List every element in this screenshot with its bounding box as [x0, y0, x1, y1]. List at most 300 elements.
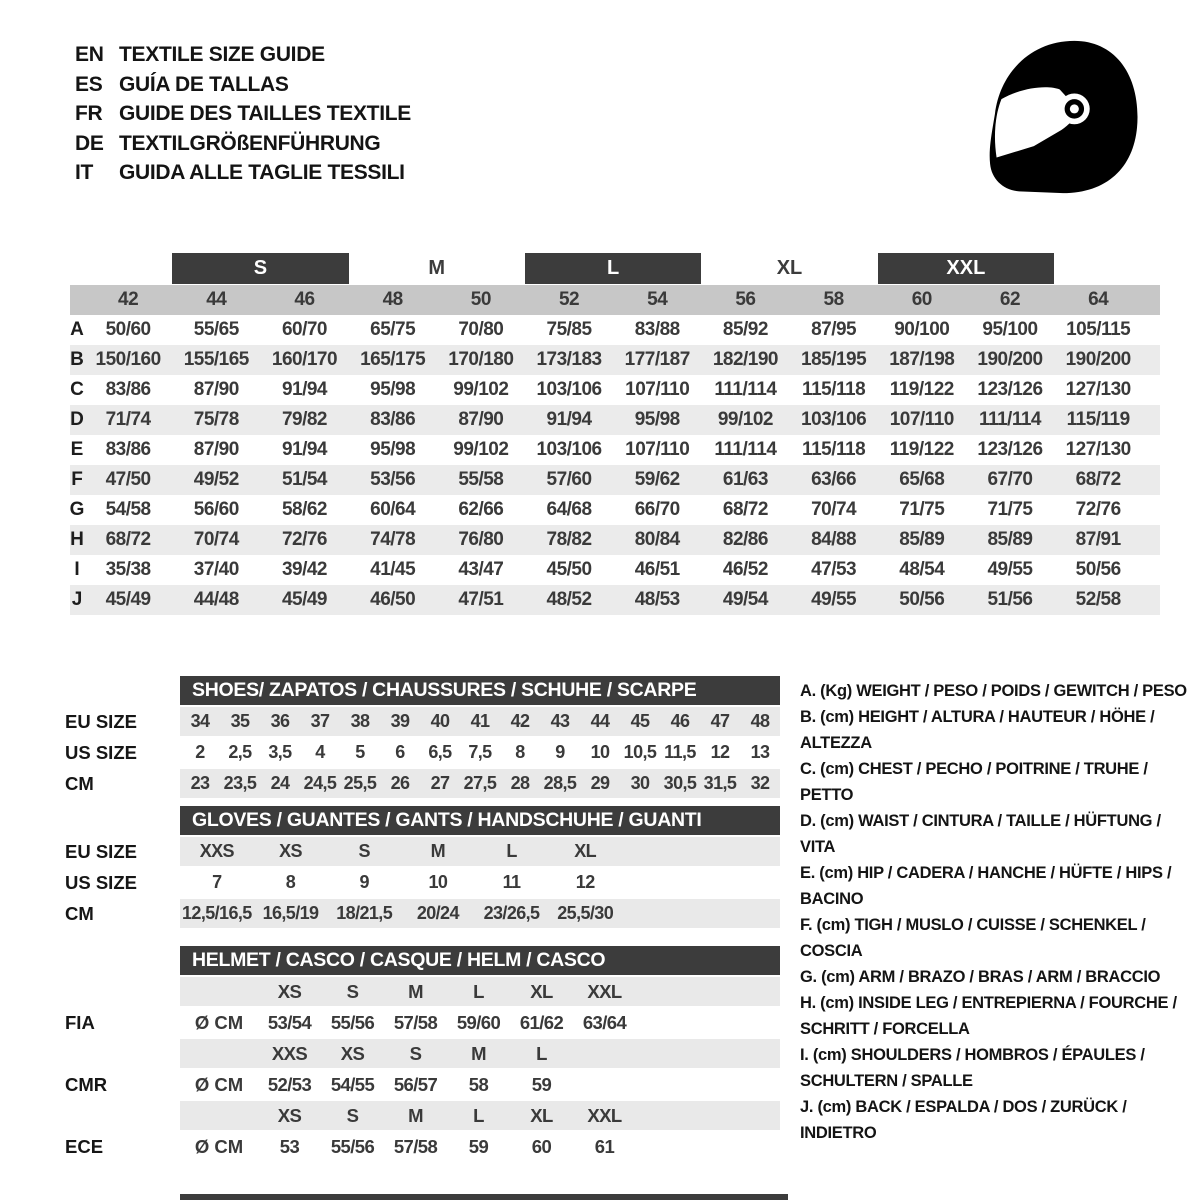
size-value: 66/70 [634, 499, 680, 520]
size-value: 111/114 [978, 409, 1041, 430]
size-value: 58/62 [281, 499, 327, 520]
size-cell: 24 [270, 773, 290, 793]
size-value: 75/85 [546, 319, 592, 340]
size-value: 87/95 [811, 319, 857, 340]
size-value: 60/64 [370, 499, 416, 520]
size-value: 103/106 [536, 379, 602, 400]
size-cell: 45 [630, 711, 650, 731]
size-cell: 18/21,5 [336, 903, 393, 923]
size-value: 71/75 [987, 499, 1033, 520]
size-value: 155/165 [183, 349, 249, 370]
size-value: 107/110 [889, 409, 954, 430]
gloves-band [180, 899, 780, 928]
language-row [75, 99, 411, 129]
language-label: TEXTILE SIZE GUIDE [119, 43, 325, 66]
size-value: 115/118 [802, 379, 866, 400]
size-value: 45/49 [105, 589, 151, 610]
row-label: EU SIZE [65, 710, 137, 732]
size-cell: S [358, 841, 370, 861]
size-cell: 26 [390, 773, 410, 793]
helmet-title-bar: HELMET / CASCO / CASQUE / HELM / CASCO [180, 946, 780, 975]
helmet-size-value: 55/56 [330, 1011, 375, 1033]
size-cell: 2 [195, 742, 205, 762]
size-value: 63/66 [811, 469, 857, 490]
size-value: 68/72 [105, 529, 151, 550]
helmet-size-value: 60 [531, 1135, 552, 1157]
size-value: 46/51 [634, 559, 680, 580]
measure-row [70, 495, 1160, 525]
helmet-size-label: XS [340, 1042, 365, 1064]
size-cell: 27,5 [463, 773, 497, 793]
size-value: 87/91 [1075, 529, 1121, 550]
helmet-size-header-row [65, 1101, 780, 1130]
size-value: 99/102 [453, 439, 509, 460]
size-value: 150/160 [95, 349, 161, 370]
row-label: US SIZE [65, 871, 137, 893]
helmet-size-value: 58 [468, 1073, 489, 1095]
helmet-size-label: S [346, 1104, 359, 1126]
size-value: 74/78 [370, 529, 416, 550]
size-value: 65/68 [899, 469, 945, 490]
size-value: 49/55 [987, 559, 1033, 580]
helmet-standard-row [65, 1008, 780, 1037]
size-cell: 46 [670, 711, 690, 731]
size-band-row [70, 253, 1160, 284]
size-number: 60 [911, 289, 932, 310]
size-cell: 8 [285, 872, 296, 892]
size-number: 54 [647, 289, 668, 310]
size-cell: 5 [355, 742, 365, 762]
helmet-size-value [573, 1070, 636, 1099]
size-cell: 35 [230, 711, 250, 731]
helmet-size-label: XL [530, 980, 553, 1002]
size-cell: 12,5/16,5 [182, 903, 252, 923]
helmet-size-label: XXL [587, 1104, 622, 1126]
size-value: 111/114 [714, 379, 777, 400]
bottom-cutoff-bar [180, 1194, 788, 1200]
size-cell: 29 [590, 773, 610, 793]
gloves-band [180, 868, 780, 897]
measure-row [70, 465, 1160, 495]
diameter-unit: Ø CM [194, 1073, 244, 1095]
size-value: 71/75 [899, 499, 945, 520]
size-value: 177/187 [624, 349, 690, 370]
size-value: 47/50 [105, 469, 151, 490]
language-row [75, 129, 411, 159]
size-cell: 8 [515, 742, 525, 762]
row-label: US SIZE [65, 741, 137, 763]
measure-row [70, 405, 1160, 435]
size-number: 48 [382, 289, 403, 310]
row-letter: A [70, 319, 84, 340]
size-band-xxl: XXL [878, 253, 1054, 284]
legend-item: F. (cm) TIGH / MUSLO / CUISSE / SCHENKEL / COSCIA [800, 916, 1146, 960]
size-cell: 10 [428, 872, 448, 892]
size-number: 58 [823, 289, 844, 310]
size-cell: 44 [590, 711, 610, 731]
helmet-size-value: 57/58 [393, 1011, 438, 1033]
helmet-values-band [180, 1070, 780, 1099]
language-code: DE [75, 131, 104, 155]
size-cell: 28 [510, 773, 530, 793]
size-value: 111/114 [714, 439, 777, 460]
helmet-size-value: 59 [468, 1135, 489, 1157]
language-row [75, 158, 411, 188]
helmet-size-value: 57/58 [393, 1135, 438, 1157]
size-value: 160/170 [271, 349, 338, 370]
size-band-xl: XL [776, 257, 803, 279]
size-value: 47/53 [811, 559, 857, 580]
size-value: 71/74 [105, 409, 151, 430]
helmet-icon [982, 36, 1144, 198]
helmet-standard-label: CMR [65, 1073, 108, 1095]
row-letter: B [70, 349, 84, 370]
size-value: 47/51 [458, 589, 504, 610]
size-cell: 13 [750, 742, 770, 762]
size-number: 44 [206, 289, 227, 310]
size-value: 76/80 [458, 529, 504, 550]
size-cell: 31,5 [703, 773, 737, 793]
size-row [65, 769, 780, 798]
legend-item: G. (cm) ARM / BRAZO / BRAS / ARM / BRACCIO [800, 968, 1161, 986]
size-number: 62 [999, 289, 1021, 310]
size-value: 45/49 [281, 589, 327, 610]
legend-item: D. (cm) WAIST / CINTURA / TAILLE / HÜFTUNG / VITA [800, 812, 1161, 856]
size-band-l: L [525, 253, 701, 284]
size-cell: 10,5 [623, 742, 657, 762]
size-value: 56/60 [193, 499, 239, 520]
size-value: 55/65 [193, 319, 239, 340]
size-cell: 4 [315, 742, 325, 762]
legend-item: J. (cm) BACK / ESPALDA / DOS / ZURÜCK / INDIETRO [800, 1098, 1127, 1142]
size-number: 42 [118, 289, 139, 310]
language-code: FR [75, 102, 103, 125]
size-cell: 23,5 [223, 773, 257, 793]
size-value: 78/82 [546, 529, 592, 550]
shoes-band [180, 769, 780, 798]
helmet-size-value: 53 [279, 1135, 300, 1157]
size-value: 84/88 [811, 529, 857, 550]
size-cell: 3,5 [268, 742, 292, 762]
size-cell: 43 [550, 711, 570, 731]
measurement-legend [800, 678, 1200, 1146]
size-cell: 12 [710, 742, 730, 762]
size-value: 70/74 [811, 499, 857, 520]
helmet-size-value: 55/56 [330, 1135, 375, 1157]
size-cell: 30 [630, 773, 650, 793]
language-label: TEXTILGRÖßENFÜHRUNG [119, 131, 381, 155]
size-row [65, 899, 780, 928]
size-value: 82/86 [722, 529, 768, 550]
size-value: 46/50 [370, 589, 416, 610]
size-cell: 25,5/30 [557, 903, 614, 923]
unit-spacer [180, 1101, 258, 1130]
row-letter: E [70, 439, 84, 460]
size-value: 99/102 [453, 379, 509, 400]
size-value: 127/130 [1065, 379, 1131, 400]
size-cell: 25,5 [343, 773, 377, 793]
size-cell: 47 [710, 711, 730, 731]
size-cell: 23 [190, 773, 210, 793]
language-code: ES [75, 72, 103, 96]
row-label: CM [65, 902, 94, 924]
size-cell: 24,5 [303, 773, 337, 793]
gloves-title-bar: GLOVES / GUANTES / GANTS / HANDSCHUHE / GUANTI [180, 806, 780, 835]
size-cell: 7,5 [468, 742, 492, 762]
size-number: 56 [735, 289, 756, 310]
size-value: 105/115 [1066, 319, 1131, 340]
size-value: 83/86 [105, 379, 151, 400]
size-value: 54/58 [105, 499, 151, 520]
diameter-unit: Ø CM [194, 1011, 244, 1033]
corner-cell [70, 285, 84, 315]
size-cell: 48 [750, 711, 770, 731]
size-cell: 30,5 [663, 773, 697, 793]
helmet-size-value: 52/53 [267, 1073, 312, 1095]
size-value: 50/56 [1075, 559, 1121, 580]
size-value: 87/90 [193, 379, 239, 400]
language-row [75, 70, 411, 100]
helmet-values-band [180, 1132, 780, 1161]
size-row [65, 837, 780, 866]
row-letter: I [74, 559, 80, 580]
size-value: 83/86 [370, 409, 416, 430]
size-value: 43/47 [458, 559, 504, 580]
size-value: 75/78 [193, 409, 239, 430]
language-code: EN [75, 43, 104, 66]
size-cell: 42 [510, 711, 530, 731]
row-letter: H [70, 529, 84, 550]
size-cell: XS [279, 841, 302, 861]
size-value: 48/54 [899, 559, 945, 580]
legend-item: C. (cm) CHEST / PECHO / POITRINE / TRUHE / PETTO [800, 760, 1148, 804]
size-value: 99/102 [717, 409, 773, 430]
size-value: 53/56 [370, 469, 416, 490]
size-value: 95/98 [634, 409, 680, 430]
size-cell: 10 [590, 742, 610, 762]
helmet-size-label: XS [277, 1104, 302, 1126]
size-value: 107/110 [625, 439, 690, 460]
size-value: 87/90 [458, 409, 504, 430]
language-code: IT [75, 161, 94, 184]
row-letter: D [70, 409, 84, 430]
size-cell: 12 [575, 872, 595, 892]
size-value: 61/63 [722, 469, 768, 490]
size-cell: 7 [212, 872, 222, 892]
size-row [65, 707, 780, 736]
unit-spacer [180, 1039, 258, 1068]
size-value: 44/48 [193, 589, 239, 610]
size-value: 79/82 [281, 409, 327, 430]
size-value: 119/122 [889, 439, 954, 460]
size-value: 173/183 [536, 349, 602, 370]
size-value: 85/92 [722, 319, 768, 340]
legend-item: A. (Kg) WEIGHT / PESO / POIDS / GEWITCH / PESO [800, 682, 1187, 700]
size-cell: 9 [359, 872, 369, 892]
helmet-sizes-band [180, 1039, 780, 1068]
size-value: 62/66 [458, 499, 504, 520]
helmet-size-value: 63/64 [582, 1011, 627, 1033]
size-value: 91/94 [281, 379, 327, 400]
language-label: GUIDE DES TAILLES TEXTILE [119, 102, 411, 125]
helmet-size-label: XL [530, 1104, 553, 1126]
shoes-table [65, 676, 780, 798]
size-value: 51/54 [281, 469, 327, 490]
helmet-size-label: L [473, 1104, 484, 1126]
measure-row [70, 435, 1160, 465]
measure-row [70, 525, 1160, 555]
row-label-empty [65, 977, 180, 1006]
size-value: 49/54 [722, 589, 768, 610]
row-letter: G [69, 499, 85, 520]
size-value: 67/70 [987, 469, 1033, 490]
size-value: 39/42 [281, 559, 327, 580]
helmet-size-label: XS [277, 980, 302, 1002]
size-value: 83/88 [634, 319, 680, 340]
gloves-table [65, 806, 780, 928]
size-value: 115/119 [1066, 409, 1130, 430]
size-cell: 20/24 [416, 903, 459, 923]
size-cell: 9 [555, 742, 565, 762]
helmet-standard-label: ECE [65, 1135, 104, 1157]
size-cell: 11 [502, 872, 521, 892]
helmet-sizes-band [180, 977, 780, 1006]
helmet-table [65, 946, 780, 1161]
size-value: 119/122 [889, 379, 954, 400]
size-value: 50/56 [899, 589, 945, 610]
row-letter: C [70, 379, 84, 400]
shoes-band [180, 707, 780, 736]
size-value: 91/94 [546, 409, 592, 430]
legend-item: B. (cm) HEIGHT / ALTURA / HAUTEUR / HÖHE / ALTEZZA [800, 708, 1155, 752]
size-cell: 6,5 [428, 742, 452, 762]
size-value: 103/106 [801, 409, 867, 430]
size-value: 95/100 [982, 319, 1038, 340]
size-value: 55/58 [458, 469, 504, 490]
size-value: 87/90 [193, 439, 239, 460]
size-value: 49/52 [193, 469, 239, 490]
size-value: 45/50 [546, 559, 592, 580]
size-cell: 28,5 [543, 773, 577, 793]
size-value: 190/200 [1065, 349, 1131, 370]
diameter-unit: Ø CM [194, 1135, 244, 1157]
helmet-size-value: 59/60 [456, 1011, 501, 1033]
helmet-size-label: XXL [587, 980, 622, 1002]
size-value: 185/195 [801, 349, 867, 370]
size-value: 35/38 [105, 559, 151, 580]
size-value: 68/72 [722, 499, 768, 520]
size-value: 68/72 [1075, 469, 1121, 490]
row-label-empty [65, 1101, 180, 1130]
language-label: GUÍA DE TALLAS [119, 72, 289, 96]
helmet-size-label: M [408, 980, 423, 1002]
helmet-size-value: 54/55 [330, 1073, 375, 1095]
size-cell: 6 [395, 742, 405, 762]
size-value: 52/58 [1075, 589, 1121, 610]
size-value: 37/40 [193, 559, 239, 580]
size-number: 46 [294, 289, 315, 310]
helmet-size-label: L [536, 1042, 547, 1064]
size-cell: 39 [390, 711, 410, 731]
size-value: 80/84 [634, 529, 680, 550]
helmet-icon-svg [982, 36, 1144, 198]
shoes-band [180, 738, 780, 767]
size-number-row [70, 285, 1160, 315]
helmet-size-label: L [473, 980, 484, 1002]
size-value: 64/68 [546, 499, 592, 520]
size-number: 52 [558, 289, 580, 310]
size-value: 48/52 [546, 589, 592, 610]
language-row [75, 40, 411, 70]
size-value: 85/89 [899, 529, 945, 550]
size-value: 72/76 [1075, 499, 1121, 520]
size-cell: 32 [750, 773, 770, 793]
helmet-size-label: S [409, 1042, 422, 1064]
size-value: 51/56 [987, 589, 1033, 610]
size-value: 65/75 [370, 319, 416, 340]
helmet-size-value: 53/54 [267, 1011, 312, 1033]
size-cell: 27 [430, 773, 450, 793]
size-row [65, 868, 780, 897]
helmet-size-label [573, 1039, 636, 1068]
size-cell: 2,5 [228, 742, 252, 762]
helmet-size-value: 56/57 [393, 1073, 438, 1095]
size-value: 123/126 [977, 439, 1043, 460]
legend-item: E. (cm) HIP / CADERA / HANCHE / HÜFTE / HIPS / BACINO [800, 864, 1172, 908]
size-value: 46/52 [722, 559, 768, 580]
size-value: 190/200 [977, 349, 1043, 370]
helmet-standard-label: FIA [65, 1011, 95, 1033]
size-value: 165/175 [360, 349, 426, 370]
size-cell: 38 [350, 711, 370, 731]
helmet-size-value: 61/62 [519, 1011, 564, 1033]
measure-row [70, 345, 1160, 375]
row-label-empty [65, 1039, 180, 1068]
size-number: 50 [470, 289, 491, 310]
row-label: EU SIZE [65, 840, 137, 862]
unit-spacer [180, 977, 258, 1006]
size-value: 70/80 [458, 319, 504, 340]
size-value: 182/190 [712, 349, 778, 370]
size-value: 91/94 [281, 439, 327, 460]
size-cell: XL [574, 841, 597, 861]
legend-item: H. (cm) INSIDE LEG / ENTREPIERNA / FOURCHE / SCHRITT / FORCELLA [800, 994, 1177, 1038]
measure-row [70, 375, 1160, 405]
size-value: 72/76 [281, 529, 327, 550]
size-value: 57/60 [546, 469, 592, 490]
size-cell: XXS [199, 841, 234, 861]
helmet-size-label: XXS [271, 1042, 308, 1064]
language-title-list [75, 40, 411, 188]
row-letter: F [71, 469, 83, 490]
size-cell: 36 [270, 711, 290, 731]
size-cell: 16,5/19 [262, 903, 319, 923]
helmet-values-band [180, 1008, 780, 1037]
helmet-size-header-row [65, 1039, 780, 1068]
gloves-band [180, 837, 780, 866]
size-band-s: S [172, 253, 348, 284]
helmet-size-header-row [65, 977, 780, 1006]
shoes-title-bar: SHOES/ ZAPATOS / CHAUSSURES / SCHUHE / SCARPE [180, 676, 780, 705]
size-value: 70/74 [193, 529, 239, 550]
size-cell: 34 [190, 711, 210, 731]
size-value: 170/180 [448, 349, 514, 370]
size-value: 107/110 [625, 379, 690, 400]
size-band-m: M [428, 257, 446, 279]
helmet-standard-row [65, 1132, 780, 1161]
helmet-size-label: M [408, 1104, 423, 1126]
size-value: 115/118 [802, 439, 866, 460]
